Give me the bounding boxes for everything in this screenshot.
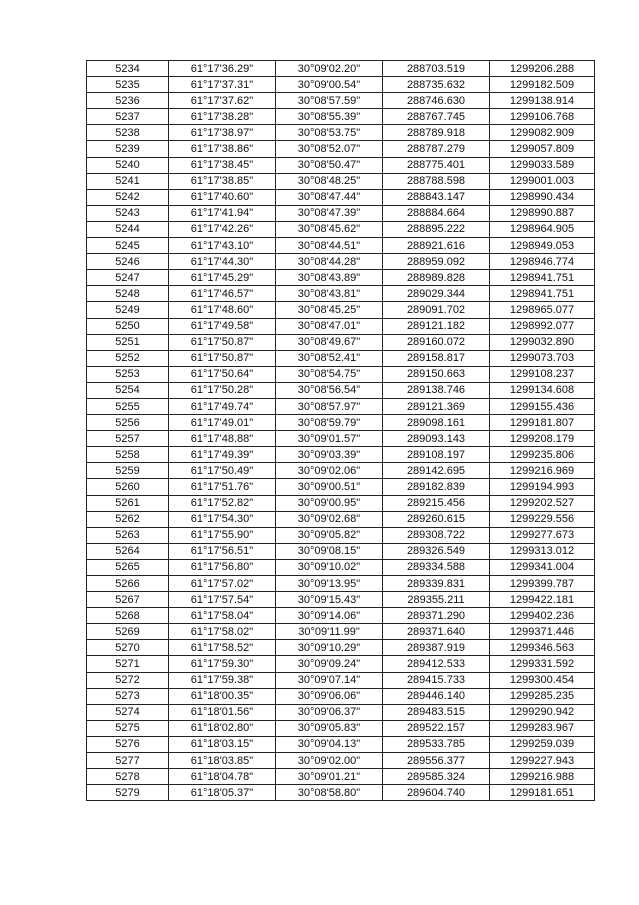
point-number-cell: 5239 xyxy=(87,141,169,157)
longitude-cell: 30°09'01.57" xyxy=(276,431,383,447)
point-number-cell: 5252 xyxy=(87,350,169,366)
x-coordinate-cell: 289412.533 xyxy=(383,656,490,672)
point-number-cell: 5276 xyxy=(87,736,169,752)
table-row xyxy=(87,205,595,221)
latitude-cell: 61°17'50.28" xyxy=(169,382,276,398)
y-coordinate-cell: 1298946.774 xyxy=(490,254,595,270)
table-row xyxy=(87,302,595,318)
longitude-cell: 30°08'49.67" xyxy=(276,334,383,350)
y-coordinate-cell: 1299181.807 xyxy=(490,415,595,431)
point-number-cell: 5268 xyxy=(87,608,169,624)
x-coordinate-cell: 288959.092 xyxy=(383,254,490,270)
point-number-cell: 5264 xyxy=(87,543,169,559)
y-coordinate-cell: 1299227.943 xyxy=(490,753,595,769)
table-row xyxy=(87,736,595,752)
latitude-cell: 61°17'57.54" xyxy=(169,592,276,608)
y-coordinate-cell: 1299235.806 xyxy=(490,447,595,463)
x-coordinate-cell: 289029.344 xyxy=(383,286,490,302)
y-coordinate-cell: 1299402.236 xyxy=(490,608,595,624)
latitude-cell: 61°17'42.26" xyxy=(169,221,276,237)
latitude-cell: 61°17'58.52" xyxy=(169,640,276,656)
table-row xyxy=(87,61,595,77)
latitude-cell: 61°18'03.85" xyxy=(169,753,276,769)
point-number-cell: 5249 xyxy=(87,302,169,318)
table-row xyxy=(87,720,595,736)
table-row xyxy=(87,431,595,447)
longitude-cell: 30°08'43.81" xyxy=(276,286,383,302)
y-coordinate-cell: 1298992.077 xyxy=(490,318,595,334)
point-number-cell: 5266 xyxy=(87,576,169,592)
longitude-cell: 30°09'02.20" xyxy=(276,61,383,77)
longitude-cell: 30°08'57.59" xyxy=(276,93,383,109)
y-coordinate-cell: 1299057.809 xyxy=(490,141,595,157)
x-coordinate-cell: 289371.640 xyxy=(383,624,490,640)
point-number-cell: 5278 xyxy=(87,769,169,785)
point-number-cell: 5272 xyxy=(87,672,169,688)
point-number-cell: 5267 xyxy=(87,592,169,608)
y-coordinate-cell: 1299422.181 xyxy=(490,592,595,608)
point-number-cell: 5236 xyxy=(87,93,169,109)
x-coordinate-cell: 288788.598 xyxy=(383,173,490,189)
x-coordinate-cell: 289415.733 xyxy=(383,672,490,688)
table-row xyxy=(87,769,595,785)
y-coordinate-cell: 1298949.053 xyxy=(490,238,595,254)
y-coordinate-cell: 1299208.179 xyxy=(490,431,595,447)
longitude-cell: 30°08'47.39" xyxy=(276,205,383,221)
table-row xyxy=(87,511,595,527)
y-coordinate-cell: 1299331.592 xyxy=(490,656,595,672)
x-coordinate-cell: 289556.377 xyxy=(383,753,490,769)
x-coordinate-cell: 289182.839 xyxy=(383,479,490,495)
x-coordinate-cell: 289308.722 xyxy=(383,527,490,543)
longitude-cell: 30°08'55.39" xyxy=(276,109,383,125)
table-row xyxy=(87,238,595,254)
point-number-cell: 5263 xyxy=(87,527,169,543)
longitude-cell: 30°08'50.47" xyxy=(276,157,383,173)
y-coordinate-cell: 1298965.077 xyxy=(490,302,595,318)
x-coordinate-cell: 289138.746 xyxy=(383,382,490,398)
x-coordinate-cell: 289355.211 xyxy=(383,592,490,608)
table-row xyxy=(87,415,595,431)
table-row xyxy=(87,350,595,366)
y-coordinate-cell: 1299216.988 xyxy=(490,769,595,785)
latitude-cell: 61°17'49.39" xyxy=(169,447,276,463)
y-coordinate-cell: 1299001.003 xyxy=(490,173,595,189)
x-coordinate-cell: 289150.663 xyxy=(383,366,490,382)
x-coordinate-cell: 289585.324 xyxy=(383,769,490,785)
table-row xyxy=(87,189,595,205)
table-row xyxy=(87,608,595,624)
y-coordinate-cell: 1299341.004 xyxy=(490,559,595,575)
longitude-cell: 30°08'57.97" xyxy=(276,398,383,414)
y-coordinate-cell: 1299277.673 xyxy=(490,527,595,543)
x-coordinate-cell: 288775.401 xyxy=(383,157,490,173)
table-row xyxy=(87,157,595,173)
latitude-cell: 61°17'55.90" xyxy=(169,527,276,543)
latitude-cell: 61°17'37.31" xyxy=(169,77,276,93)
latitude-cell: 61°17'36.29" xyxy=(169,61,276,77)
longitude-cell: 30°08'54.75" xyxy=(276,366,383,382)
y-coordinate-cell: 1299216.969 xyxy=(490,463,595,479)
longitude-cell: 30°09'00.95" xyxy=(276,495,383,511)
longitude-cell: 30°09'01.21" xyxy=(276,769,383,785)
x-coordinate-cell: 289326.549 xyxy=(383,543,490,559)
longitude-cell: 30°09'08.15" xyxy=(276,543,383,559)
point-number-cell: 5242 xyxy=(87,189,169,205)
latitude-cell: 61°18'01.56" xyxy=(169,704,276,720)
latitude-cell: 61°17'59.30" xyxy=(169,656,276,672)
y-coordinate-cell: 1298990.887 xyxy=(490,205,595,221)
longitude-cell: 30°09'09.24" xyxy=(276,656,383,672)
y-coordinate-cell: 1299300.454 xyxy=(490,672,595,688)
point-number-cell: 5258 xyxy=(87,447,169,463)
point-number-cell: 5234 xyxy=(87,61,169,77)
table-row xyxy=(87,640,595,656)
longitude-cell: 30°09'04.13" xyxy=(276,736,383,752)
table-row xyxy=(87,254,595,270)
table-row xyxy=(87,334,595,350)
longitude-cell: 30°08'53.75" xyxy=(276,125,383,141)
latitude-cell: 61°17'48.60" xyxy=(169,302,276,318)
latitude-cell: 61°17'58.02" xyxy=(169,624,276,640)
longitude-cell: 30°08'59.79" xyxy=(276,415,383,431)
y-coordinate-cell: 1299259.039 xyxy=(490,736,595,752)
x-coordinate-cell: 288703.519 xyxy=(383,61,490,77)
point-number-cell: 5257 xyxy=(87,431,169,447)
table-row xyxy=(87,479,595,495)
x-coordinate-cell: 289339.831 xyxy=(383,576,490,592)
longitude-cell: 30°09'13.95" xyxy=(276,576,383,592)
table-row xyxy=(87,624,595,640)
longitude-cell: 30°09'15.43" xyxy=(276,592,383,608)
coordinates-table xyxy=(86,60,595,801)
table-row xyxy=(87,656,595,672)
x-coordinate-cell: 288746.630 xyxy=(383,93,490,109)
latitude-cell: 61°17'56.51" xyxy=(169,543,276,559)
x-coordinate-cell: 289108.197 xyxy=(383,447,490,463)
latitude-cell: 61°17'41.94" xyxy=(169,205,276,221)
table-row xyxy=(87,109,595,125)
x-coordinate-cell: 289142.695 xyxy=(383,463,490,479)
point-number-cell: 5256 xyxy=(87,415,169,431)
point-number-cell: 5262 xyxy=(87,511,169,527)
point-number-cell: 5274 xyxy=(87,704,169,720)
longitude-cell: 30°08'44.51" xyxy=(276,238,383,254)
point-number-cell: 5235 xyxy=(87,77,169,93)
point-number-cell: 5269 xyxy=(87,624,169,640)
longitude-cell: 30°09'05.83" xyxy=(276,720,383,736)
x-coordinate-cell: 289093.143 xyxy=(383,431,490,447)
longitude-cell: 30°09'00.54" xyxy=(276,77,383,93)
point-number-cell: 5254 xyxy=(87,382,169,398)
x-coordinate-cell: 289387.919 xyxy=(383,640,490,656)
latitude-cell: 61°17'49.01" xyxy=(169,415,276,431)
y-coordinate-cell: 1299194.993 xyxy=(490,479,595,495)
table-row xyxy=(87,543,595,559)
y-coordinate-cell: 1299285.235 xyxy=(490,688,595,704)
x-coordinate-cell: 289371.290 xyxy=(383,608,490,624)
x-coordinate-cell: 288884.664 xyxy=(383,205,490,221)
latitude-cell: 61°17'43.10" xyxy=(169,238,276,254)
x-coordinate-cell: 289121.369 xyxy=(383,398,490,414)
latitude-cell: 61°17'50.87" xyxy=(169,350,276,366)
latitude-cell: 61°17'37.62" xyxy=(169,93,276,109)
x-coordinate-cell: 289160.072 xyxy=(383,334,490,350)
longitude-cell: 30°09'11.99" xyxy=(276,624,383,640)
longitude-cell: 30°08'45.62" xyxy=(276,221,383,237)
x-coordinate-cell: 289334.588 xyxy=(383,559,490,575)
longitude-cell: 30°09'02.06" xyxy=(276,463,383,479)
y-coordinate-cell: 1299155.436 xyxy=(490,398,595,414)
longitude-cell: 30°08'48.25" xyxy=(276,173,383,189)
longitude-cell: 30°09'10.02" xyxy=(276,559,383,575)
latitude-cell: 61°17'50.64" xyxy=(169,366,276,382)
point-number-cell: 5265 xyxy=(87,559,169,575)
latitude-cell: 61°17'58.04" xyxy=(169,608,276,624)
point-number-cell: 5253 xyxy=(87,366,169,382)
latitude-cell: 61°18'04.78" xyxy=(169,769,276,785)
point-number-cell: 5250 xyxy=(87,318,169,334)
table-row xyxy=(87,704,595,720)
x-coordinate-cell: 289522.157 xyxy=(383,720,490,736)
longitude-cell: 30°09'06.37" xyxy=(276,704,383,720)
longitude-cell: 30°08'56.54" xyxy=(276,382,383,398)
y-coordinate-cell: 1299371.446 xyxy=(490,624,595,640)
latitude-cell: 61°17'50.87" xyxy=(169,334,276,350)
table-row xyxy=(87,785,595,801)
latitude-cell: 61°17'48.88" xyxy=(169,431,276,447)
point-number-cell: 5243 xyxy=(87,205,169,221)
y-coordinate-cell: 1299082.909 xyxy=(490,125,595,141)
coordinates-table-body xyxy=(87,61,595,801)
point-number-cell: 5247 xyxy=(87,270,169,286)
y-coordinate-cell: 1298990.434 xyxy=(490,189,595,205)
table-row xyxy=(87,559,595,575)
longitude-cell: 30°09'02.00" xyxy=(276,753,383,769)
y-coordinate-cell: 1298941.751 xyxy=(490,270,595,286)
point-number-cell: 5246 xyxy=(87,254,169,270)
x-coordinate-cell: 289533.785 xyxy=(383,736,490,752)
latitude-cell: 61°18'02.80" xyxy=(169,720,276,736)
y-coordinate-cell: 1299033.589 xyxy=(490,157,595,173)
table-row xyxy=(87,270,595,286)
point-number-cell: 5240 xyxy=(87,157,169,173)
x-coordinate-cell: 289483.515 xyxy=(383,704,490,720)
y-coordinate-cell: 1299073.703 xyxy=(490,350,595,366)
y-coordinate-cell: 1299181.651 xyxy=(490,785,595,801)
table-row xyxy=(87,592,595,608)
x-coordinate-cell: 288895.222 xyxy=(383,221,490,237)
y-coordinate-cell: 1299290.942 xyxy=(490,704,595,720)
y-coordinate-cell: 1298941.751 xyxy=(490,286,595,302)
x-coordinate-cell: 289260.615 xyxy=(383,511,490,527)
table-row xyxy=(87,93,595,109)
x-coordinate-cell: 288843.147 xyxy=(383,189,490,205)
x-coordinate-cell: 289215.456 xyxy=(383,495,490,511)
table-row xyxy=(87,77,595,93)
point-number-cell: 5248 xyxy=(87,286,169,302)
x-coordinate-cell: 289604.740 xyxy=(383,785,490,801)
y-coordinate-cell: 1299229.556 xyxy=(490,511,595,527)
latitude-cell: 61°17'38.28" xyxy=(169,109,276,125)
table-row xyxy=(87,672,595,688)
table-row xyxy=(87,366,595,382)
point-number-cell: 5259 xyxy=(87,463,169,479)
y-coordinate-cell: 1299134.608 xyxy=(490,382,595,398)
table-row xyxy=(87,753,595,769)
longitude-cell: 30°09'10.29" xyxy=(276,640,383,656)
table-row xyxy=(87,173,595,189)
x-coordinate-cell: 288787.279 xyxy=(383,141,490,157)
table-row xyxy=(87,447,595,463)
x-coordinate-cell: 289158.817 xyxy=(383,350,490,366)
y-coordinate-cell: 1299346.563 xyxy=(490,640,595,656)
point-number-cell: 5241 xyxy=(87,173,169,189)
y-coordinate-cell: 1299313.012 xyxy=(490,543,595,559)
latitude-cell: 61°17'54.30" xyxy=(169,511,276,527)
latitude-cell: 61°17'46.57" xyxy=(169,286,276,302)
point-number-cell: 5245 xyxy=(87,238,169,254)
table-row xyxy=(87,318,595,334)
table-row xyxy=(87,495,595,511)
x-coordinate-cell: 288789.918 xyxy=(383,125,490,141)
y-coordinate-cell: 1299399.787 xyxy=(490,576,595,592)
x-coordinate-cell: 288989.828 xyxy=(383,270,490,286)
longitude-cell: 30°08'52.41" xyxy=(276,350,383,366)
y-coordinate-cell: 1298964.905 xyxy=(490,221,595,237)
point-number-cell: 5255 xyxy=(87,398,169,414)
x-coordinate-cell: 288921.616 xyxy=(383,238,490,254)
latitude-cell: 61°17'38.85" xyxy=(169,173,276,189)
latitude-cell: 61°17'49.74" xyxy=(169,398,276,414)
latitude-cell: 61°17'59.38" xyxy=(169,672,276,688)
y-coordinate-cell: 1299182.509 xyxy=(490,77,595,93)
y-coordinate-cell: 1299138.914 xyxy=(490,93,595,109)
latitude-cell: 61°17'45.29" xyxy=(169,270,276,286)
x-coordinate-cell: 289121.182 xyxy=(383,318,490,334)
point-number-cell: 5279 xyxy=(87,785,169,801)
latitude-cell: 61°17'56.80" xyxy=(169,559,276,575)
longitude-cell: 30°09'00.51" xyxy=(276,479,383,495)
latitude-cell: 61°18'05.37" xyxy=(169,785,276,801)
point-number-cell: 5271 xyxy=(87,656,169,672)
latitude-cell: 61°17'38.45" xyxy=(169,157,276,173)
latitude-cell: 61°17'51.76" xyxy=(169,479,276,495)
point-number-cell: 5237 xyxy=(87,109,169,125)
table-row xyxy=(87,286,595,302)
longitude-cell: 30°09'03.39" xyxy=(276,447,383,463)
table-row xyxy=(87,398,595,414)
latitude-cell: 61°18'03.15" xyxy=(169,736,276,752)
x-coordinate-cell: 288735.632 xyxy=(383,77,490,93)
longitude-cell: 30°08'52.07" xyxy=(276,141,383,157)
y-coordinate-cell: 1299106.768 xyxy=(490,109,595,125)
table-row xyxy=(87,141,595,157)
x-coordinate-cell: 289098.161 xyxy=(383,415,490,431)
table-row xyxy=(87,688,595,704)
longitude-cell: 30°08'58.80" xyxy=(276,785,383,801)
latitude-cell: 61°17'49.58" xyxy=(169,318,276,334)
longitude-cell: 30°09'14.06" xyxy=(276,608,383,624)
y-coordinate-cell: 1299108.237 xyxy=(490,366,595,382)
table-row xyxy=(87,125,595,141)
table-row xyxy=(87,463,595,479)
point-number-cell: 5260 xyxy=(87,479,169,495)
latitude-cell: 61°17'52.82" xyxy=(169,495,276,511)
latitude-cell: 61°17'44.30" xyxy=(169,254,276,270)
table-row xyxy=(87,527,595,543)
latitude-cell: 61°18'00.35" xyxy=(169,688,276,704)
table-row xyxy=(87,382,595,398)
longitude-cell: 30°08'47.01" xyxy=(276,318,383,334)
x-coordinate-cell: 289446.140 xyxy=(383,688,490,704)
longitude-cell: 30°08'43.89" xyxy=(276,270,383,286)
x-coordinate-cell: 288767.745 xyxy=(383,109,490,125)
point-number-cell: 5238 xyxy=(87,125,169,141)
latitude-cell: 61°17'40.60" xyxy=(169,189,276,205)
longitude-cell: 30°09'07.14" xyxy=(276,672,383,688)
point-number-cell: 5261 xyxy=(87,495,169,511)
latitude-cell: 61°17'57.02" xyxy=(169,576,276,592)
point-number-cell: 5251 xyxy=(87,334,169,350)
latitude-cell: 61°17'38.97" xyxy=(169,125,276,141)
longitude-cell: 30°09'06.06" xyxy=(276,688,383,704)
point-number-cell: 5270 xyxy=(87,640,169,656)
longitude-cell: 30°08'47.44" xyxy=(276,189,383,205)
longitude-cell: 30°08'44.28" xyxy=(276,254,383,270)
point-number-cell: 5273 xyxy=(87,688,169,704)
longitude-cell: 30°09'02.68" xyxy=(276,511,383,527)
y-coordinate-cell: 1299202.527 xyxy=(490,495,595,511)
x-coordinate-cell: 289091.702 xyxy=(383,302,490,318)
point-number-cell: 5244 xyxy=(87,221,169,237)
longitude-cell: 30°09'05.82" xyxy=(276,527,383,543)
point-number-cell: 5277 xyxy=(87,753,169,769)
point-number-cell: 5275 xyxy=(87,720,169,736)
latitude-cell: 61°17'50.49" xyxy=(169,463,276,479)
table-row xyxy=(87,221,595,237)
y-coordinate-cell: 1299283.967 xyxy=(490,720,595,736)
table-row xyxy=(87,576,595,592)
latitude-cell: 61°17'38.86" xyxy=(169,141,276,157)
y-coordinate-cell: 1299032.890 xyxy=(490,334,595,350)
longitude-cell: 30°08'45.25" xyxy=(276,302,383,318)
y-coordinate-cell: 1299206.288 xyxy=(490,61,595,77)
